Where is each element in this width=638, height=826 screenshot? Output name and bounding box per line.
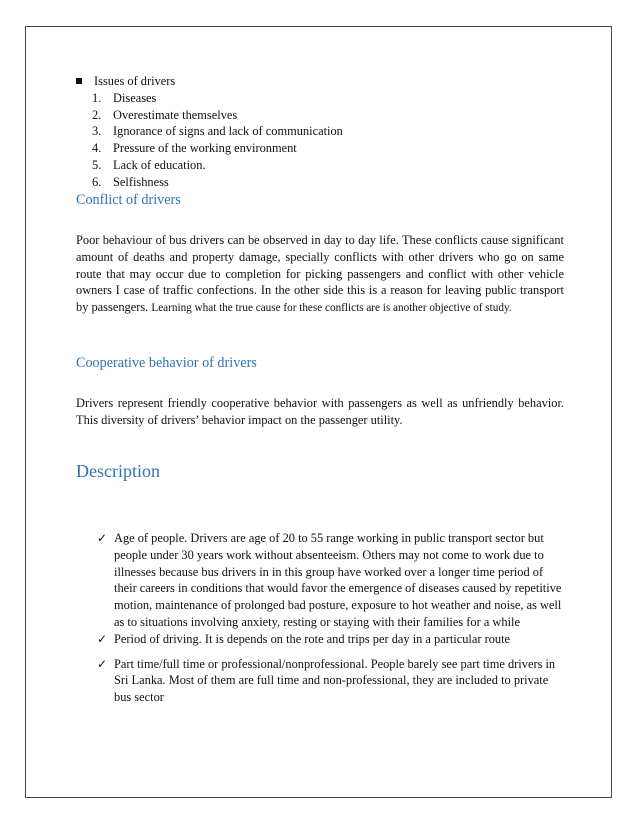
list-number: 2. (92, 107, 102, 122)
square-bullet-icon (76, 78, 82, 84)
checkmark-icon: ✓ (97, 531, 108, 545)
conflict-paragraph-main: Poor behaviour of bus drivers can be observed in day to day life. These conflicts cause significant amount of deaths and property damage, specially conflicts with other drivers who go on same route that may occur due to completion for picking passengers and conflict with other vehicle owners I case of traffic confections. In the other side this is a reason for leaving public transport by passengers. (76, 233, 564, 315)
check-item-text: Period of driving. It is depends on the rote and trips per day in a particular route (114, 631, 511, 646)
list-number: 5. (92, 157, 102, 172)
list-number: 3. (92, 124, 102, 139)
cooperative-paragraph: Drivers represent friendly cooperative behavior with passengers as well as unfriendly behavior. This diversity of drivers’ behavior impact on the passenger utility. (76, 396, 564, 427)
list-item-text: Diseases (113, 90, 157, 105)
check-item-age (97, 530, 563, 631)
list-item-text: Pressure of the working environment (113, 141, 297, 156)
list-item (76, 107, 576, 124)
check-item-part-time (97, 656, 563, 706)
description-heading: Description (76, 461, 160, 481)
issues-numbered-list (76, 90, 576, 191)
description-checklist (97, 530, 563, 706)
list-number: 4. (92, 141, 102, 156)
conflict-heading: Conflict of drivers (76, 192, 181, 208)
list-item (76, 90, 576, 107)
list-item (76, 157, 576, 174)
list-item-text: Lack of education. (113, 157, 206, 172)
conflict-paragraph (76, 232, 564, 317)
checkmark-icon: ✓ (97, 656, 108, 671)
cooperative-heading: Cooperative behavior of drivers (76, 355, 257, 371)
list-number: 6. (92, 174, 102, 189)
issues-heading (76, 73, 576, 90)
check-item-text: Age of people. Drivers are age of 20 to 55 range working in public transport sector but people under 30 years work without absenteeism. Others may not come to work due to illnesses because bus drivers in in this group have worked over a longer time period of their careers in conditions that would favor the emergence of diseases caused by repetitive motion, maintenance of prolonged bad posture, exposure to hot weather and noise, as well as to situations involving anxiety, resting or staying with their families for a while (114, 531, 562, 629)
issues-list (76, 73, 576, 191)
issues-heading-text: Issues of drivers (94, 74, 176, 88)
check-item-text: Part time/full time or professional/nonprofessional. People barely see part time drivers in Sri Lanka. Most of them are full time and non-professional, they are included to private bus sector (114, 656, 556, 705)
list-item (76, 174, 576, 191)
list-item (76, 140, 576, 157)
list-item-text: Ignorance of signs and lack of communication (113, 124, 343, 139)
checkmark-icon: ✓ (97, 631, 108, 646)
conflict-paragraph-small: Learning what the true cause for these conflicts are is another objective of study. (151, 302, 512, 315)
list-number: 1. (92, 90, 102, 105)
check-item-period (97, 631, 563, 648)
list-item-text: Selfishness (113, 174, 169, 189)
list-item (76, 123, 576, 140)
list-item-text: Overestimate themselves (113, 107, 238, 122)
